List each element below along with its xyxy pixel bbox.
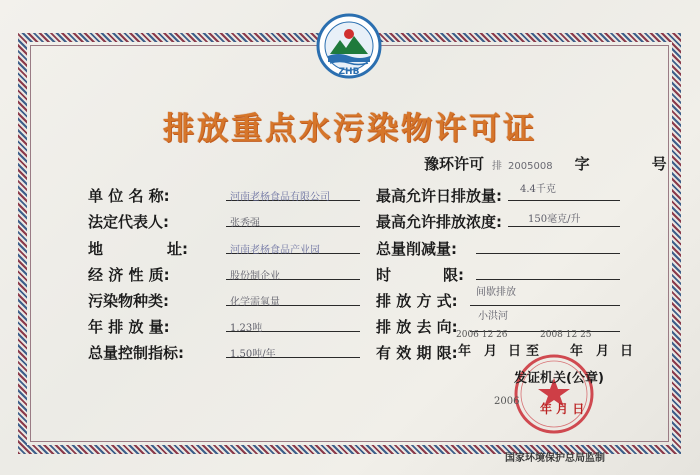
issue-year: 2006 [494,396,520,407]
underline [476,279,620,280]
label-validity: 有 效 期 限: [376,344,458,362]
permit-number [424,153,667,174]
label-total-control: 总量控制指标: [88,344,184,362]
value-pollutant-type: 化学需氧量 [230,297,280,308]
footer-supervisor: 国家环境保护总局监制 [505,453,605,464]
value-economic-nature: 股份制企业 [230,271,280,282]
underline [470,305,620,306]
validity-ri-2: 日 [620,344,634,359]
value-address: 河南老杨食品产业园 [230,245,320,256]
issuing-authority: 发证机关(公章) [514,371,604,386]
permit-hao: 号 [651,155,667,173]
issue-date-mark: 年 月 日 [540,402,585,416]
label-pollutant-type: 污染物种类: [88,292,169,310]
value-legal-rep: 张秀强 [230,218,260,229]
label-time-limit: 时 限: [376,266,465,284]
label-legal-rep: 法定代表人: [88,213,169,231]
underline [508,226,620,227]
value-unit-name: 河南老杨食品有限公司 [230,192,330,203]
permit-zi: 字 [574,155,590,173]
validity-nian-1: 年 [458,344,472,359]
permit-prefix: 豫环许可 [424,155,485,173]
label-max-concentration: 最高允许排放浓度: [376,213,502,231]
value-max-concentration: 150毫克/升 [528,214,581,225]
label-discharge-method: 排 放 方 式: [376,292,458,310]
validity-zhi: 至 [526,344,540,359]
value-discharge-destination: 小洪河 [478,311,508,322]
label-reduction: 总量削减量: [376,240,457,258]
label-annual-emission: 年 排 放 量: [88,318,170,336]
value-total-control: 1.50吨/年 [230,349,276,360]
official-seal-icon [510,350,598,438]
permit-serial: 2005008 [508,161,553,172]
value-annual-emission: 1.23吨 [230,323,263,334]
underline [476,253,620,254]
label-address: 地 址: [88,240,189,258]
emblem-text: ZHB [338,67,360,77]
validity-yue-2: 月 [596,344,610,359]
validity-end-date: 2008 12 25 [540,330,592,340]
label-economic-nature: 经 济 性 质: [88,266,170,284]
value-discharge-method: 间歇排放 [476,287,516,298]
label-unit-name: 单 位 名 称: [88,187,170,205]
label-max-daily: 最高允许日排放量: [376,187,502,205]
validity-yue-1: 月 [484,344,498,359]
validity-ri-1: 日 [508,344,522,359]
validity-start-date: 2006 12 26 [456,330,508,340]
label-discharge-destination: 排 放 去 向: [376,318,458,336]
validity-nian-2: 年 [570,344,584,359]
certificate-title: 排放重点水污染物许可证 [163,111,537,147]
underline [508,200,620,201]
zhb-emblem-icon [316,12,382,86]
value-max-daily: 4.4千克 [520,184,556,195]
permit-handwrite: 排 [492,161,503,172]
